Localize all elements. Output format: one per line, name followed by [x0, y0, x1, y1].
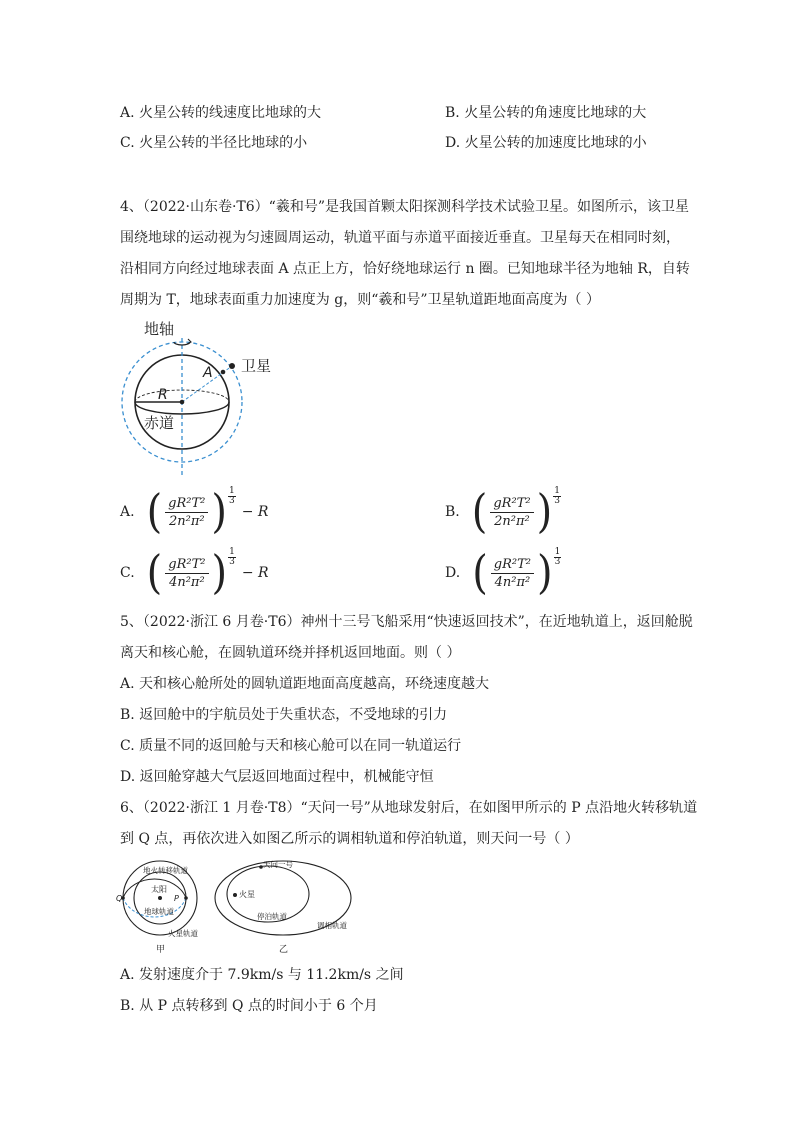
q4-option-a[interactable]: A. ( $\frac{\text{gR²T²}}{\text{2n²π²}}$ ) 1 3 − R — [120, 485, 269, 539]
q6-option-b[interactable]: B. 从 P 点转移到 Q 点的时间小于 6 个月 — [120, 998, 378, 1014]
figure-yi-caption: 乙 — [279, 945, 289, 955]
q5-option-d[interactable]: D. 返回舱穿越大气层返回地面过程中，机械能守恒 — [120, 769, 434, 785]
fraction-numerator: gR²T² — [165, 496, 208, 513]
sun-label: 太阳 — [151, 885, 167, 894]
equator-label: 赤道 — [144, 414, 175, 432]
p-dot — [184, 896, 188, 900]
satellite-dot — [229, 363, 235, 369]
q6-figure-jia — [116, 856, 216, 956]
q-label: Q — [116, 894, 123, 903]
mars-dot — [233, 893, 237, 897]
q6-stem-line-1: 6、（2022·浙江 1 月卷·T8）“天问一号”从地球发射后，在如图甲所示的 P 点沿地火转移轨道 — [120, 800, 698, 816]
fraction-denominator: 4n²π² — [494, 574, 531, 590]
radius-label: R — [158, 387, 168, 403]
earth-orbit-label: 地球轨道 — [144, 907, 174, 916]
fraction-denominator: 2n²π² — [494, 513, 530, 529]
q4-stem-line-3: 沿相同方向经过地球表面 A 点正上方，恰好绕地球运行 n 圈。已知地球半径为地轴 R，自转 — [120, 261, 690, 277]
q4-stem-line-2: 围绕地球的运动视为匀速圆周运动，轨道平面与赤道平面接近垂直。卫星每天在相同时刻， — [120, 230, 680, 246]
earth-center-dot — [180, 400, 185, 405]
q4-option-c[interactable]: C. ( $\frac{\text{gR²T²}}{\text{4n²π²}}$ ) 1 3 − R — [120, 546, 269, 600]
q3-option-c[interactable]: C. 火星公转的半径比地球的小 — [120, 135, 308, 151]
probe-label: 天问一号 — [263, 860, 293, 869]
q5-stem-line-2: 离天和核心舱，在圆轨道环绕并择机返回地面。则（ ） — [120, 645, 461, 661]
q5-option-c[interactable]: C. 质量不同的返回舱与天和核心舱可以在同一轨道运行 — [120, 738, 462, 754]
fraction-numerator: gR²T² — [490, 496, 533, 513]
q4-stem-line-4: 周期为 T，地球表面重力加速度为 g，则“羲和号”卫星轨道距地面高度为（ ） — [120, 292, 600, 308]
point-a-dot — [221, 370, 226, 375]
formula-suffix: − R — [241, 565, 269, 581]
q3-option-a[interactable]: A. 火星公转的线速度比地球的大 — [120, 105, 322, 121]
figure-jia-caption: 甲 — [156, 945, 166, 955]
p-label: P — [174, 894, 179, 903]
option-letter: B. — [445, 504, 460, 520]
q4-option-d[interactable]: D. ( $\frac{\text{gR²T²}}{\text{4n²π²}}$ ) 1 3 — [445, 546, 561, 600]
fraction-denominator: 2n²π² — [168, 513, 205, 529]
option-letter: A. — [120, 504, 135, 520]
q5-stem-line-1: 5、（2022·浙江 6 月卷·T6）神州十三号飞船采用“快速返回技术”，在近地轨道上，返回舱脱 — [120, 614, 693, 630]
q4-stem-line-1: 4、（2022·山东卷·T6）“羲和号”是我国首颗太阳探测科学技术试验卫星。如图所示，该卫星 — [120, 199, 689, 215]
exponent: 1 3 — [554, 485, 560, 506]
exponent: 1 3 — [554, 546, 561, 567]
exponent: 1 3 — [229, 546, 235, 567]
exponent: 1 3 — [229, 485, 235, 506]
option-letter: D. — [445, 565, 461, 581]
formula-suffix: − R — [241, 504, 269, 520]
q5-option-b[interactable]: B. 返回舱中的宇航员处于失重状态，不受地球的引力 — [120, 707, 448, 723]
mars-orbit-label: 火星轨道 — [168, 929, 198, 938]
q6-option-a[interactable]: A. 发射速度介于 7.9km/s 与 11.2km/s 之间 — [120, 967, 404, 983]
phasing-orbit-label: 调相轨道 — [317, 921, 347, 930]
mars-label: 火星 — [239, 890, 255, 899]
q4-option-b[interactable]: B. ( $\frac{\text{gR²T²}}{\text{2n²π²}}$ ) 1 3 — [445, 485, 560, 539]
point-a-label: A — [203, 365, 213, 381]
q6-stem-line-2: 到 Q 点，再依次进入如图乙所示的调相轨道和停泊轨道，则天问一号（ ） — [120, 831, 579, 847]
transfer-orbit-label: 地火转移轨道 — [143, 866, 188, 875]
q3-option-d[interactable]: D. 火星公转的加速度比地球的小 — [445, 135, 647, 151]
option-letter: C. — [120, 565, 135, 581]
satellite-label: 卫星 — [241, 357, 272, 375]
rotation-arrowhead-icon — [187, 339, 191, 344]
q6-figure-yi — [213, 856, 363, 956]
q4-earth-figure — [118, 316, 288, 476]
q3-option-b[interactable]: B. 火星公转的角速度比地球的大 — [445, 105, 647, 121]
parking-orbit-label: 停泊轨道 — [257, 912, 287, 921]
q5-option-a[interactable]: A. 天和核心舱所处的圆轨道距地面高度越高，环绕速度越大 — [120, 676, 490, 692]
axis-label: 地轴 — [144, 320, 175, 338]
fraction-numerator: gR²T² — [165, 557, 208, 574]
fraction-numerator: gR²T² — [491, 557, 534, 574]
sun-dot — [158, 896, 162, 900]
fraction-denominator: 4n²π² — [169, 574, 205, 590]
